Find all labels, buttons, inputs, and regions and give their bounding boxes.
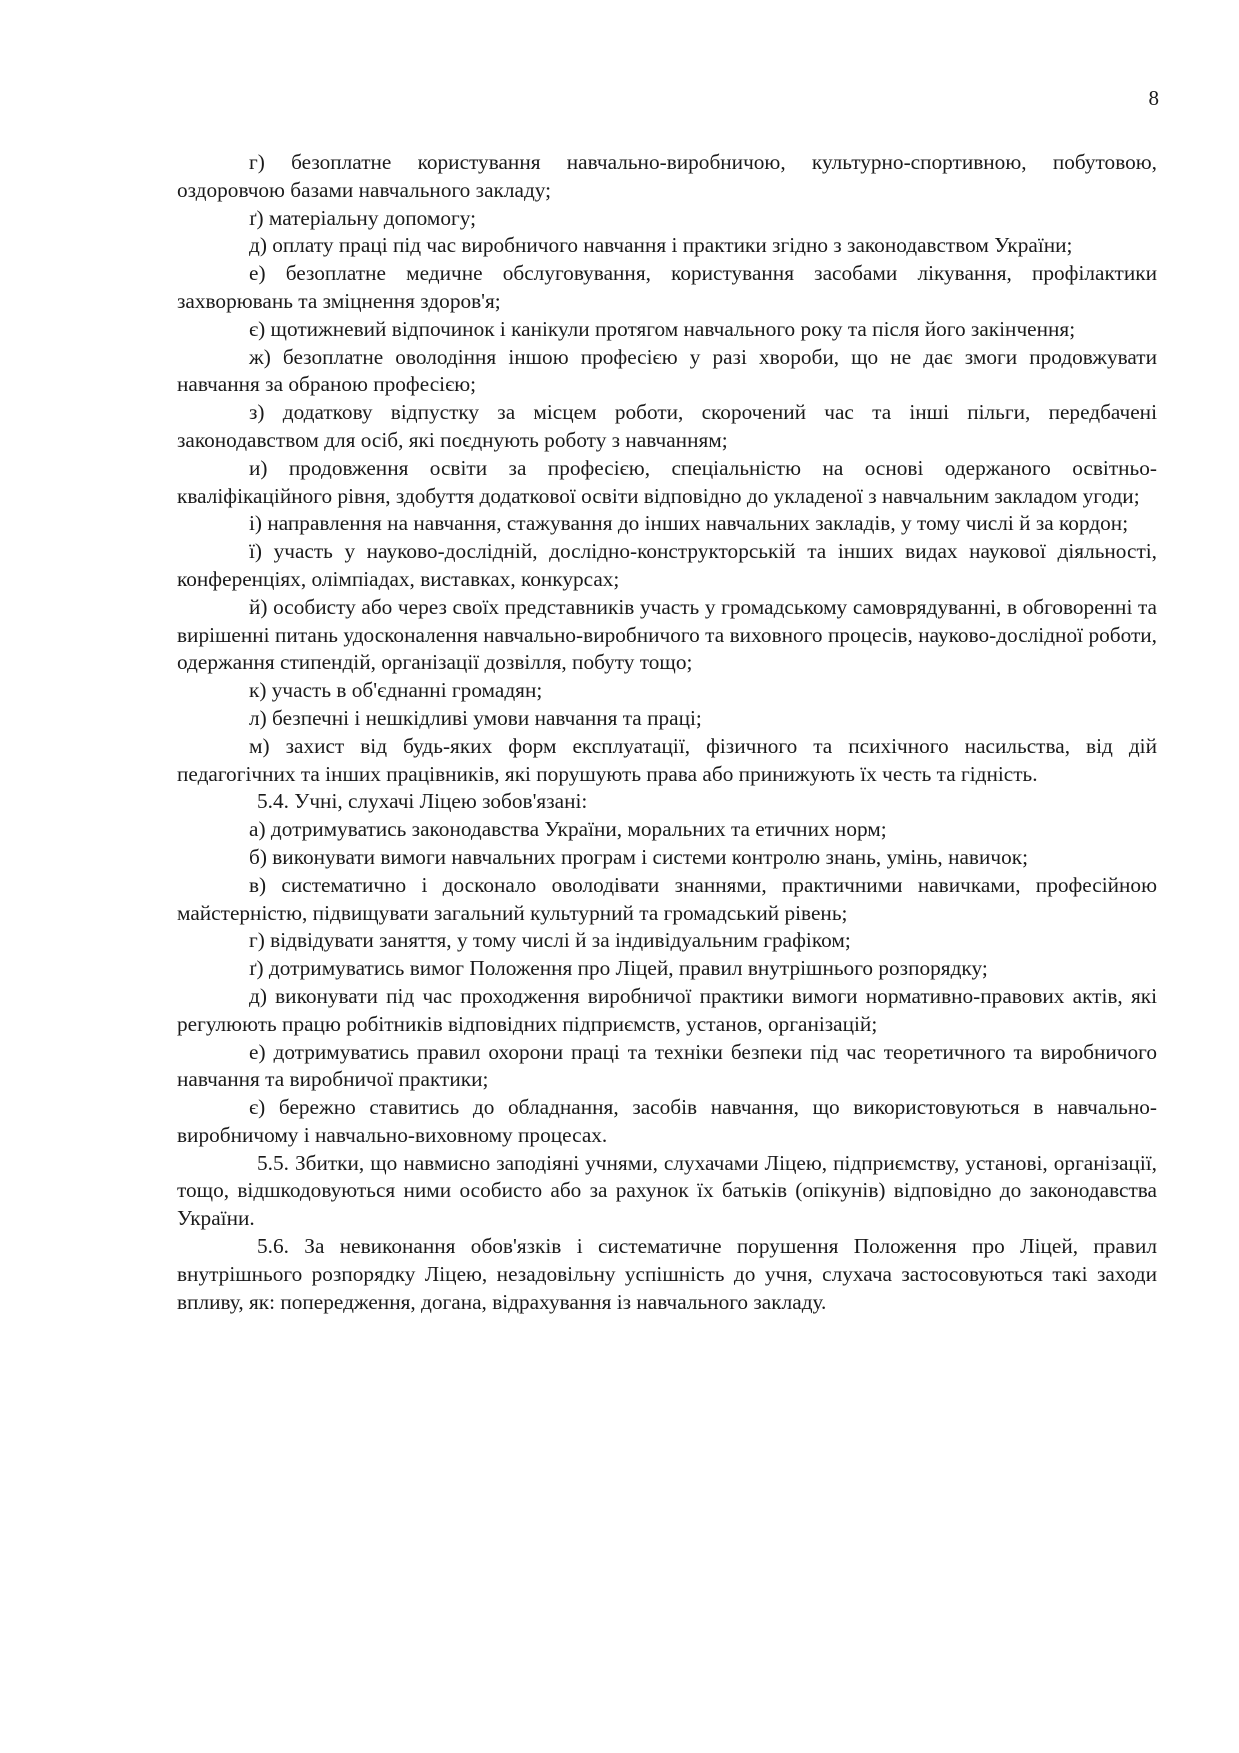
paragraph-rights-y: и) продовження освіти за професією, спеціальністю на основі одержаного освітньо-кваліфікаційного рівня, здобуття додаткової освіти відповідно до укладеної з навчальним закладом угоди; bbox=[177, 455, 1157, 508]
document-body bbox=[177, 149, 1157, 1316]
paragraph-duties-d: д) виконувати під час проходження виробничої практики вимоги нормативно-правових актів, які регулюють працю робітників відповідних підприємств, установ, організацій; bbox=[177, 983, 1157, 1036]
section-5-6: 5.6. За невиконання обов'язків і систематичне порушення Положення про Ліцей, правил внутрішнього розпорядку Ліцею, незадовільну успішність до учня, слухача застосовуються такі заходи впливу, як: попередження, догана, відрахування із навчального закладу. bbox=[177, 1234, 1157, 1314]
section-5-5: 5.5. Збитки, що навмисно заподіяні учнями, слухачами Ліцею, підприємству, установі, організації, тощо, відшкодовуються ними особисто або за рахунок їх батьків (опікунів) відповідно до законодавства України. bbox=[177, 1150, 1157, 1231]
paragraph-rights-e: е) безоплатне медичне обслуговування, користування засобами лікування, профілактики захворювань та зміцнення здоров'я; bbox=[177, 261, 1157, 313]
paragraph-rights-m: м) захист від будь-яких форм експлуатації, фізичного та психічного насильства, від дій педагогічних та інших працівників, які порушують права або принижують їх честь та гідність. bbox=[177, 733, 1157, 786]
paragraph-duties-ye: є) бережно ставитись до обладнання, засобів навчання, що використовуються в навчально-виробничому і навчально-виховному процесах. bbox=[177, 1095, 1157, 1147]
paragraph-rights-yi: ї) участь у науково-дослідній, дослідно-конструкторській та інших видах наукової діяльності, конференціях, олімпіадах, виставках, конкурсах; bbox=[177, 539, 1157, 591]
paragraph-rights-d: д) оплату праці під час виробничого навчання і практики згідно з законодавством України; bbox=[249, 233, 1073, 258]
paragraph-rights-z: з) додаткову відпустку за місцем роботи, скорочений час та інші пільги, передбачені законодавством для осіб, які поєднують роботу з навчанням; bbox=[177, 400, 1157, 452]
paragraph-duties-v: в) систематично і досконало оволодівати знаннями, практичними навичками, професійною майстерністю, підвищувати загальний культурний та громадський рівень; bbox=[177, 872, 1157, 925]
page-number: 8 bbox=[1148, 86, 1159, 110]
paragraph-duties-b: б) виконувати вимоги навчальних програм і системи контролю знань, умінь, навичок; bbox=[249, 844, 1029, 869]
section-5-4-heading: 5.4. Учні, слухачі Ліцею зобов'язані: bbox=[257, 789, 588, 814]
paragraph-duties-e: е) дотримуватись правил охорони праці та техніки безпеки під час теоретичного та виробничого навчання та виробничої практики; bbox=[177, 1039, 1157, 1092]
paragraph-rights-ye: є) щотижневий відпочинок і канікули протягом навчального року та після його закінчення; bbox=[249, 316, 1076, 341]
paragraph-duties-a: а) дотримуватись законодавства України, моральних та етичних норм; bbox=[249, 817, 887, 842]
paragraph-rights-yj: й) особисту або через своїх представників участь у громадському самоврядуванні, в обговоренні та вирішенні питань удосконалення навчально-виробничого та виховного процесів, науково-дослідної роботи, одержання стипендій, організації дозвілля, побуту тощо; bbox=[177, 594, 1157, 675]
paragraph-rights-k: к) участь в об'єднанні громадян; bbox=[249, 678, 543, 703]
paragraph-rights-l: л) безпечні і нешкідливі умови навчання та праці; bbox=[249, 705, 702, 730]
paragraph-rights-g2: ґ) матеріальну допомогу; bbox=[249, 205, 477, 230]
paragraph-rights-g: г) безоплатне користування навчально-виробничою, культурно-спортивною, побутовою, оздоровчою базами навчального закладу; bbox=[177, 150, 1157, 202]
paragraph-rights-zh: ж) безоплатне оволодіння іншою професією у разі хвороби, що не дає змоги продовжувати навчання за обраною професією; bbox=[177, 344, 1157, 397]
paragraph-rights-i: і) направлення на навчання, стажування до інших навчальних закладів, у тому числі й за кордон; bbox=[249, 511, 1129, 536]
paragraph-duties-g: г) відвідувати заняття, у тому числі й за індивідуальним графіком; bbox=[249, 928, 851, 953]
paragraph-duties-g2: ґ) дотримуватись вимог Положення про Ліцей, правил внутрішнього розпорядку; bbox=[249, 956, 988, 981]
